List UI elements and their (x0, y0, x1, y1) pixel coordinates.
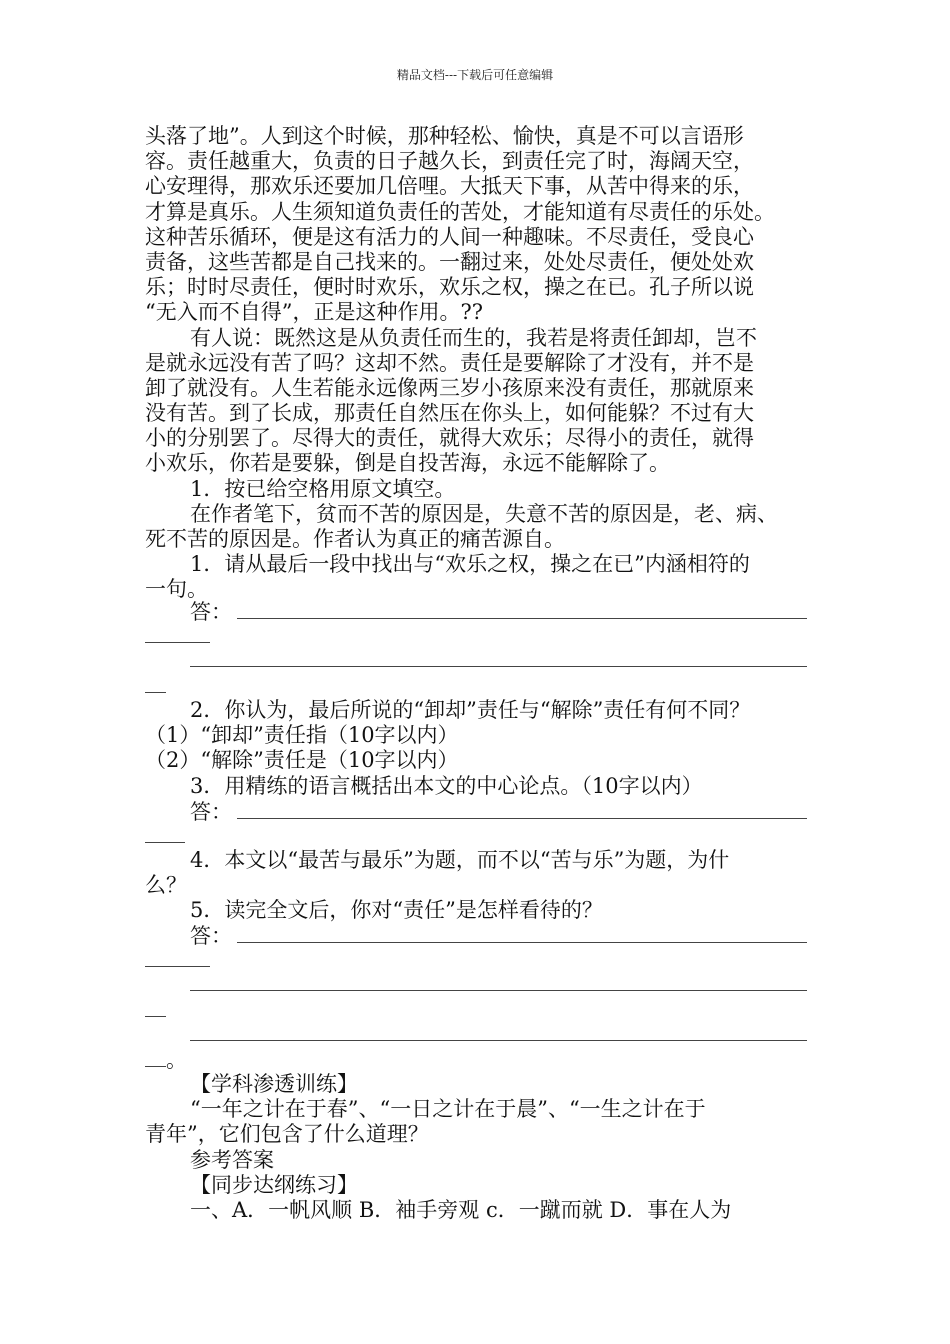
answer-underline (237, 818, 807, 819)
answer-line[interactable] (145, 800, 807, 825)
question-2 (145, 698, 815, 799)
passage-line: “无入而不自得”，正是这种作用。?? (145, 300, 483, 325)
passage-line: 小欢乐，你若是要躲，倒是自投苦海，永远不能解除了。 (145, 451, 670, 476)
answer-underline (190, 666, 807, 667)
answer-label: 答： (190, 800, 232, 824)
question-4-text: 么？ (145, 873, 187, 898)
passage-line: 是就永远没有苦了吗？这却不然。责任是要解除了才没有，并不是 (145, 350, 754, 375)
question-4 (145, 848, 815, 924)
answer-line[interactable] (145, 924, 807, 949)
question-2-sub2: （2）“解除”责任是（10字以内） (145, 748, 459, 773)
question-2-title: 2．你认为，最后所说的“卸却”责任与“解除”责任有何不同？ (190, 698, 751, 722)
passage-line: 乐；时时尽责任，便时时欢乐，欢乐之权，操之在已。孔子所以说 (145, 275, 754, 300)
answer-underline (190, 1040, 807, 1041)
question-1b-text: 1．请从最后一段中找出与“欢乐之权，操之在已”内涵相符的 (190, 552, 750, 577)
passage-line: 没有苦。到了长成，那责任自然压在你头上，如何能躲？不过有大 (145, 401, 754, 426)
training-question: “一年之计在于春”、“一日之计在于晨”、“一生之计在于 (190, 1097, 706, 1122)
section-title-sync: 【同步达纲练习】 (190, 1172, 358, 1197)
answer-underline (237, 942, 807, 943)
sync-answer: 一、A．一帆风顺 B．袖手旁观 c．一蹴而就 D．事在人为 (190, 1197, 732, 1222)
end-mark: 。 (166, 1048, 187, 1072)
answer-label: 答： (190, 924, 232, 948)
question-1b-text: 一句。 (145, 577, 208, 602)
question-2-sub1: （1）“卸却”责任指（10字以内） (145, 723, 459, 748)
answer-underline (237, 618, 807, 619)
passage-line: 心安理得，那欢乐还要加几倍哩。大抵天下事，从苦中得来的乐， (145, 174, 754, 199)
question-1-text: 在作者笔下，贫而不苦的原因是，失意不苦的原因是，老、病、 (190, 501, 778, 526)
answer-underline (190, 990, 807, 991)
section-title-training: 【学科渗透训练】 (190, 1072, 358, 1096)
passage-line: 这种苦乐循环，便是这有活力的人间一种趣味。不尽责任，受良心 (145, 224, 754, 249)
question-1-text: 死不苦的原因是。作者认为真正的痛苦源自。 (145, 527, 565, 551)
passage-line: 有人说：既然这是从负责任而生的，我若是将责任卸却，岂不 (190, 325, 757, 350)
answer-underline-tail (145, 692, 166, 693)
question-3-text: 3．用精练的语言概括出本文的中心论点。（10字以内） (190, 773, 703, 798)
page-header: 精品文档---下载后可任意编辑 (396, 68, 554, 82)
question-4-text: 4．本文以“最苦与最乐”为题，而不以“苦与乐”为题，为什 (190, 848, 730, 872)
passage-line: 才算是真乐。人生须知道负责任的苦处，才能知道有尽责任的乐处。 (145, 199, 775, 224)
passage-line: 容。责任越重大，负责的日子越久长，到责任完了时，海阔天空， (145, 149, 754, 174)
passage-line: 小的分别罢了。尽得大的责任，就得大欢乐；尽得小的责任，就得 (145, 426, 754, 451)
training-section (145, 1072, 815, 1223)
answer-label: 答： (190, 600, 232, 624)
passage-body (145, 124, 815, 603)
question-1-fill: 1．按已给空格用原文填空。 (190, 476, 456, 501)
answer-underline-tail (145, 1016, 166, 1017)
answer-underline-tail (145, 842, 185, 843)
passage-line: 头落了地”。人到这个时候，那种轻松、愉快，真是不可以言语形 (145, 124, 744, 148)
answer-line[interactable] (145, 600, 807, 625)
question-5-text: 5．读完全文后，你对“责任”是怎样看待的？ (190, 898, 603, 923)
answer-underline-tail (145, 642, 210, 643)
reference-answer-title: 参考答案 (190, 1147, 274, 1172)
passage-line: 责备，这些苦都是自己找来的。一翻过来，处处尽责任，便处处欢 (145, 249, 754, 274)
training-question: 青年”，它们包含了什么道理？ (145, 1122, 429, 1147)
passage-line: 卸了就没有。人生若能永远像两三岁小孩原来没有责任，那就原来 (145, 375, 754, 400)
answer-underline-tail (145, 1066, 166, 1067)
answer-underline-tail (145, 966, 210, 967)
